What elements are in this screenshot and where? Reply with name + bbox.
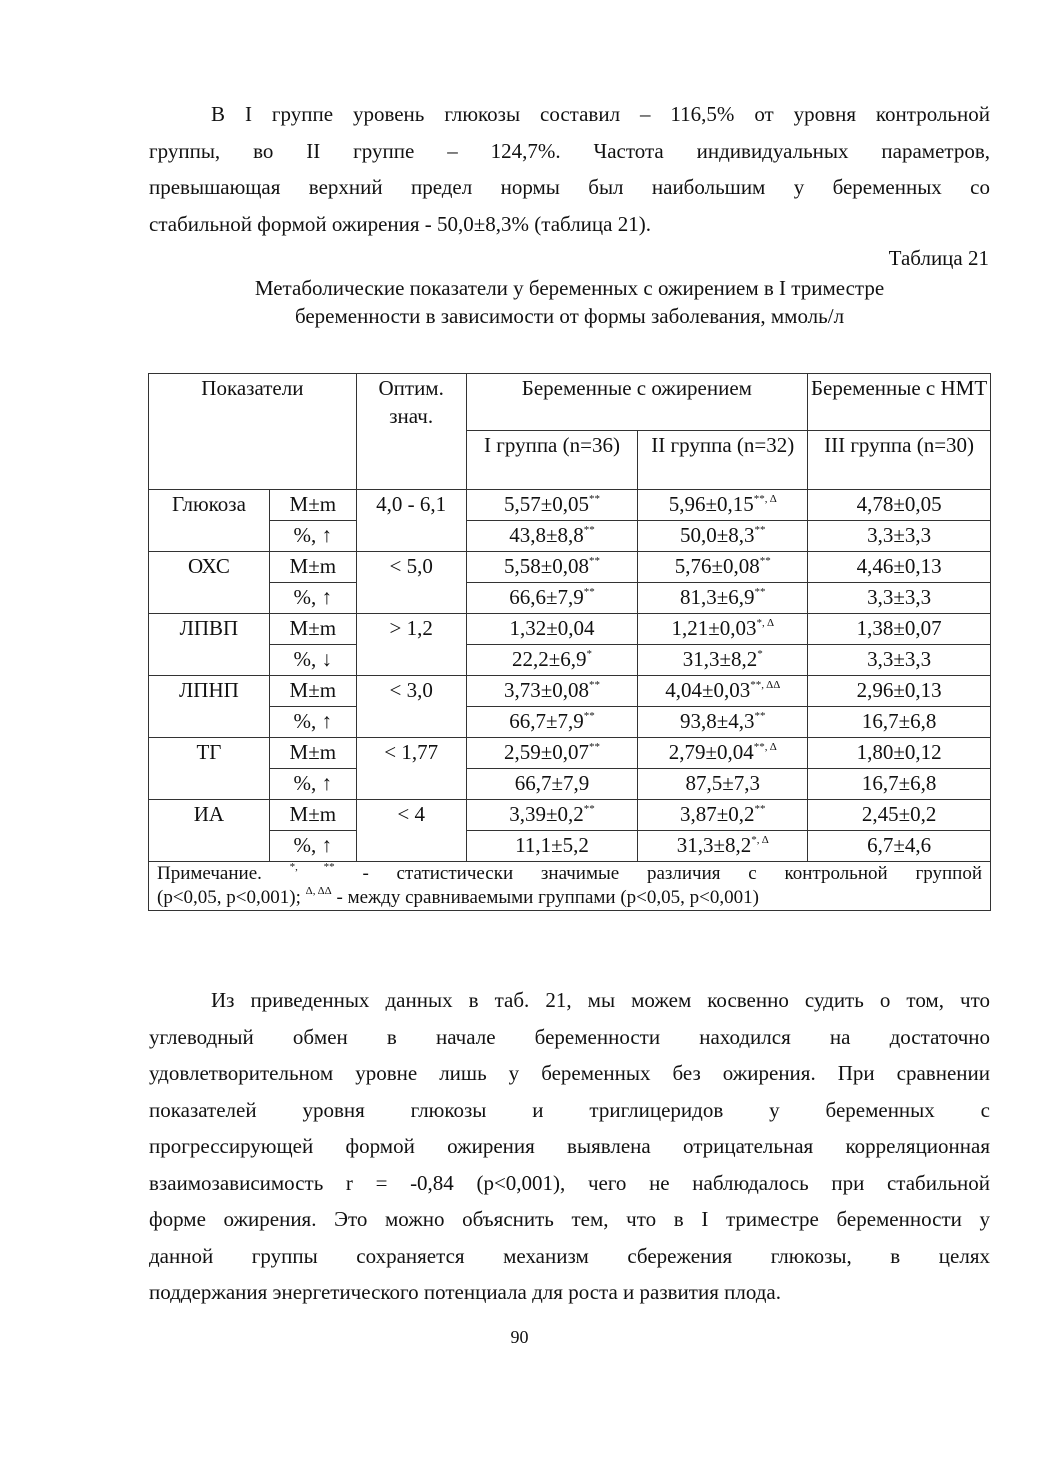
value-cell: 1,80±0,12 xyxy=(808,738,991,769)
value-cell xyxy=(466,738,638,769)
stat-type: M±m xyxy=(269,738,356,769)
value-cell xyxy=(638,614,808,645)
cell-value: 5,76±0,08 xyxy=(674,554,760,578)
caption-line: беременности в зависимости от формы заболевания, ммоль/л xyxy=(294,304,845,328)
indicator-name: ЛПВП xyxy=(149,614,270,676)
table-note xyxy=(149,862,991,911)
significance-mark: ** xyxy=(589,679,600,691)
value-cell xyxy=(638,769,808,800)
significance-mark: ** xyxy=(754,803,766,815)
significance-mark: **, ΔΔ xyxy=(750,679,781,691)
value-cell: 2,96±0,13 xyxy=(808,676,991,707)
text-line: прогрессирующей формой ожирения выявлена отрицательная корреляционная xyxy=(149,1134,990,1158)
stat-type: M±m xyxy=(269,676,356,707)
cell-value: 31,3±8,2 xyxy=(676,833,752,857)
significance-mark: ** xyxy=(589,493,600,505)
cell-value: 3,87±0,2 xyxy=(680,802,755,826)
significance-mark: ** xyxy=(589,555,600,567)
table-row xyxy=(149,521,991,552)
text-line: превышающая верхний предел нормы был наибольшим у беременных со xyxy=(149,175,990,199)
text-line: углеводный обмен в начале беременности находился на достаточно xyxy=(149,1024,990,1049)
intro-paragraph xyxy=(149,96,990,242)
optimal-value: < 3,0 xyxy=(356,676,466,738)
optimal-value: < 1,77 xyxy=(356,738,466,800)
header-obese: Беременные с ожирением xyxy=(466,374,808,431)
value-cell: 16,7±6,8 xyxy=(808,707,991,738)
table-row xyxy=(149,707,991,738)
significance-mark: **, Δ xyxy=(753,741,777,753)
header-group2: II группа (n=32) xyxy=(638,431,808,490)
significance-mark: *, Δ xyxy=(756,617,775,629)
significance-mark: *, Δ xyxy=(751,834,769,846)
significance-mark: ** xyxy=(759,555,771,567)
cell-value: 43,8±8,8 xyxy=(509,523,584,547)
text-line: удовлетворительном уровне лишь у беременных без ожирения. При сравнении xyxy=(149,1061,990,1085)
metabolic-table xyxy=(148,373,991,911)
cell-value: 3,39±0,2 xyxy=(509,802,584,826)
table-caption xyxy=(149,274,990,330)
value-cell xyxy=(638,583,808,614)
significance-mark: ** xyxy=(583,803,595,815)
value-cell: 4,46±0,13 xyxy=(808,552,991,583)
value-cell xyxy=(466,707,638,738)
significance-mark: ** xyxy=(754,710,766,722)
value-cell: 3,3±3,3 xyxy=(808,521,991,552)
optimal-value: > 1,2 xyxy=(356,614,466,676)
stat-type: %, ↑ xyxy=(269,583,356,614)
stat-type: %, ↓ xyxy=(269,645,356,676)
conclusion-paragraph xyxy=(149,982,990,1311)
table-row xyxy=(149,676,991,707)
header-indicators: Показатели xyxy=(149,374,357,490)
value-cell xyxy=(466,521,638,552)
significance-mark: ** xyxy=(583,710,595,722)
optimal-value: 4,0 - 6,1 xyxy=(356,490,466,552)
header-group3: III группа (n=30) xyxy=(808,431,991,490)
note-text: - статистически значимые различия с контрольной группой xyxy=(334,863,983,884)
table-row xyxy=(149,831,991,862)
cell-value: 1,32±0,04 xyxy=(509,616,595,640)
value-cell xyxy=(638,738,808,769)
value-cell: 1,38±0,07 xyxy=(808,614,991,645)
cell-value: 93,8±4,3 xyxy=(680,709,755,733)
cell-value: 81,3±6,9 xyxy=(680,585,755,609)
optimal-value: < 5,0 xyxy=(356,552,466,614)
value-cell xyxy=(638,707,808,738)
text-line: данной группы сохраняется механизм сбережения глюкозы, в целях xyxy=(149,1243,990,1268)
text-line: показателей уровня глюкозы и триглицеридов у беременных с xyxy=(149,1097,990,1122)
table-row xyxy=(149,552,991,583)
text-line: поддержания энергетического потенциала для роста и развития плода. xyxy=(149,1280,781,1304)
text-line: группы, во II группе – 124,7%. Частота индивидуальных параметров, xyxy=(149,138,990,163)
value-cell: 4,78±0,05 xyxy=(808,490,991,521)
value-cell xyxy=(638,490,808,521)
table-row xyxy=(149,738,991,769)
value-cell xyxy=(638,831,808,862)
stat-type: %, ↑ xyxy=(269,707,356,738)
table-row xyxy=(149,490,991,521)
table-row xyxy=(149,800,991,831)
table-row xyxy=(149,769,991,800)
text-line: взаимозависимость r = -0,84 (p<0,001), чего не наблюдалось при стабильной xyxy=(149,1170,990,1195)
cell-value: 50,0±8,3 xyxy=(680,523,755,547)
cell-value: 3,73±0,08 xyxy=(503,678,589,702)
note-line xyxy=(157,887,759,908)
significance-mark: * xyxy=(757,648,763,660)
value-cell: 6,7±4,6 xyxy=(808,831,991,862)
stat-type: M±m xyxy=(269,614,356,645)
stat-type: %, ↑ xyxy=(269,769,356,800)
indicator-name: ЛПНП xyxy=(149,676,270,738)
significance-mark: ** xyxy=(583,586,595,598)
stat-type: %, ↑ xyxy=(269,831,356,862)
table-number: Таблица 21 xyxy=(888,246,989,270)
header-group1: I группа (n=36) xyxy=(466,431,638,490)
value-cell xyxy=(638,676,808,707)
cell-value: 66,7±7,9 xyxy=(509,709,584,733)
value-cell xyxy=(466,490,638,521)
note-mark: *, ** xyxy=(289,861,335,873)
value-cell xyxy=(466,552,638,583)
value-cell xyxy=(638,800,808,831)
value-cell: 3,3±3,3 xyxy=(808,583,991,614)
cell-value: 22,2±6,9 xyxy=(511,647,587,671)
value-cell xyxy=(466,676,638,707)
text-line: Из приведенных данных в таб. 21, мы можем косвенно судить о том, что xyxy=(211,988,990,1012)
cell-value: 4,04±0,03 xyxy=(665,678,751,702)
table-row xyxy=(149,614,991,645)
header-normal: Беременные с НМТ xyxy=(808,374,991,431)
value-cell xyxy=(466,614,638,645)
value-cell xyxy=(638,552,808,583)
text-line: форме ожирения. Это можно объяснить тем, что в I триместре беременности у xyxy=(149,1207,990,1231)
value-cell xyxy=(638,521,808,552)
cell-value: 66,7±7,9 xyxy=(514,771,590,795)
significance-mark: ** xyxy=(754,524,766,536)
optimal-value: < 4 xyxy=(356,800,466,862)
cell-value: 2,59±0,07 xyxy=(503,740,589,764)
table-row xyxy=(149,645,991,676)
value-cell xyxy=(466,800,638,831)
note-text: - между сравниваемыми группами (p<0,05, p<0,001) xyxy=(331,887,759,908)
value-cell: 16,7±6,8 xyxy=(808,769,991,800)
cell-value: 11,1±5,2 xyxy=(515,833,589,857)
note-text: (p<0,05, p<0,001); xyxy=(157,887,306,908)
indicator-name: Глюкоза xyxy=(149,490,270,552)
cell-value: 1,21±0,03 xyxy=(671,616,757,640)
value-cell: 3,3±3,3 xyxy=(808,645,991,676)
value-cell xyxy=(638,645,808,676)
text-line: В I группе уровень глюкозы составил – 116,5% от уровня контрольной xyxy=(211,102,990,126)
cell-value: 87,5±7,3 xyxy=(685,771,761,795)
note-line xyxy=(157,862,982,886)
stat-type: M±m xyxy=(269,800,356,831)
stat-type: M±m xyxy=(269,490,356,521)
cell-value: 31,3±8,2 xyxy=(682,647,758,671)
cell-value: 2,79±0,04 xyxy=(668,740,754,764)
significance-mark: ** xyxy=(589,741,600,753)
value-cell xyxy=(466,831,638,862)
cell-value: 5,58±0,08 xyxy=(503,554,589,578)
value-cell xyxy=(466,583,638,614)
caption-line: Метаболические показатели у беременных с ожирением в I триместре xyxy=(254,276,885,300)
table-note-row xyxy=(149,862,991,911)
page-number: 90 xyxy=(510,1327,529,1347)
stat-type: %, ↑ xyxy=(269,521,356,552)
significance-mark: ** xyxy=(754,586,766,598)
note-prefix: Примечание. xyxy=(157,863,290,884)
stat-type: M±m xyxy=(269,552,356,583)
indicator-name: ТГ xyxy=(149,738,270,800)
indicator-name: ИА xyxy=(149,800,270,862)
cell-value: 66,6±7,9 xyxy=(509,585,584,609)
header-optimal: Оптим. знач. xyxy=(356,374,466,490)
text-line: стабильной формой ожирения - 50,0±8,3% (таблица 21). xyxy=(149,211,651,236)
significance-mark: * xyxy=(586,648,592,660)
cell-value: 5,96±0,15 xyxy=(668,492,754,516)
significance-mark: **, Δ xyxy=(753,493,777,505)
cell-value: 5,57±0,05 xyxy=(503,492,589,516)
table-row xyxy=(149,583,991,614)
note-mark: Δ, ΔΔ xyxy=(305,885,332,897)
value-cell xyxy=(466,769,638,800)
significance-mark: ** xyxy=(583,524,595,536)
value-cell xyxy=(466,645,638,676)
value-cell: 2,45±0,2 xyxy=(808,800,991,831)
indicator-name: ОХС xyxy=(149,552,270,614)
